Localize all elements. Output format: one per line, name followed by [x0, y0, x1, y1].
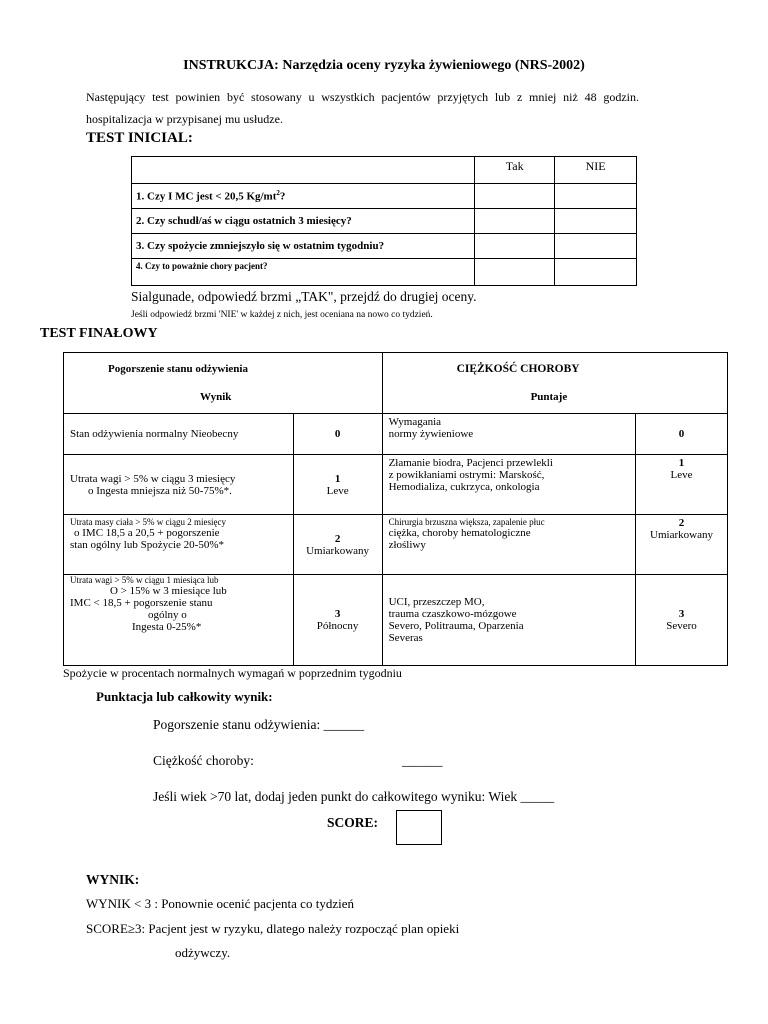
result-line-3: odżywczy. [175, 945, 231, 960]
nutrition-line: Utrata wagi > 5% w ciągu 3 miesięcy [70, 472, 236, 485]
severity-line: UCI, przeszczep MO, [388, 596, 485, 608]
test-final-heading: TEST FINAŁOWY [40, 326, 158, 341]
initial-note-yes: Sialgunade, odpowiedź brzmi „TAK", przejdź do drugiej oceny. [131, 289, 477, 304]
table-row [64, 455, 728, 515]
col-tak: Tak [475, 157, 555, 184]
intro-text: Następujący test powinien być stosowany u wszystkich pacjentów przyjętych lub z mniej niż 48 godzin. hospitalizacja w przypisanej mu usłudze. [86, 90, 639, 126]
severity-line: z powikłaniami ostrymi: Marskość, [388, 469, 545, 481]
initial-note-no: Jeśli odpowiedź brzmi 'NIE' w każdej z nich, jest oceniana na nowo co tydzień. [131, 310, 433, 320]
table-row [132, 259, 637, 286]
scoring-severity-blank[interactable]: ______ [402, 753, 443, 768]
severity-score-3 [636, 575, 728, 666]
answer-nie-3[interactable] [555, 234, 637, 259]
scoring-age-line: Jeśli wiek >70 lat, dodaj jeden punkt do całkowitego wyniku: Wiek _____ [153, 789, 555, 804]
severity-desc-0 [382, 414, 635, 455]
table-row [64, 575, 728, 666]
col-nie: NIE [555, 157, 637, 184]
question-2: 2. Czy schudł/aś w ciągu ostatnich 3 miesięcy? [132, 209, 475, 234]
severity-line: złośliwy [388, 539, 426, 551]
nutrition-score-1 [293, 455, 382, 515]
nutrition-score-0 [293, 414, 382, 455]
question-4: 4. Czy to poważnie chory pacjent? [132, 259, 475, 286]
question-1-suffix: ? [279, 190, 286, 203]
question-1-sup: 2 [276, 189, 280, 198]
nutrition-line: Ingesta 0-25%* [132, 621, 202, 633]
severity-desc-3 [382, 575, 635, 666]
result-heading: WYNIK: [86, 872, 140, 887]
nutrition-line: o IMC 18,5 a 20,5 + pogorszenie [74, 527, 220, 539]
nutrition-header [64, 353, 383, 414]
score-value: 1 [678, 457, 685, 469]
result-line-2: SCORE≥3: Pacjent jest w ryzyku, dlatego należy rozpocząć plan opieki [86, 921, 460, 936]
severity-line: Hemodializa, cukrzyca, onkologia [388, 481, 540, 493]
nutrition-desc-2 [64, 515, 294, 575]
nutrition-line: stan ogólny lub Spożycie 20-50%* [70, 539, 224, 551]
severity-header [382, 353, 727, 414]
score-value: 3 [334, 608, 341, 620]
score-value: 2 [334, 532, 341, 545]
initial-test-table [131, 156, 637, 286]
score-label: Umiarkowany [306, 544, 370, 557]
answer-nie-4[interactable] [555, 259, 637, 286]
severity-desc-2 [382, 515, 635, 575]
severity-line: trauma czaszkowo-mózgowe [388, 608, 517, 620]
score-label: Północny [316, 620, 359, 632]
score-value: 1 [334, 472, 341, 485]
question-3: 3. Czy spożycie zmniejszyło się w ostatnim tygodniu? [132, 234, 475, 259]
answer-tak-1[interactable] [475, 184, 555, 209]
question-1 [132, 184, 475, 209]
table-row [132, 209, 637, 234]
severity-desc-1 [382, 455, 635, 515]
nutrition-line-small: Utrata wagi > 5% w ciągu 1 miesiąca lub [70, 575, 219, 585]
severity-score-1 [636, 455, 728, 515]
table-row [64, 515, 728, 575]
nutrition-desc-3 [64, 575, 294, 666]
scoring-nutrition-line: Pogorszenie stanu odżywienia: ______ [153, 717, 365, 732]
severity-header-title: CIĘŻKOŚĆ CHOROBY [456, 363, 580, 375]
severity-line: Severo, Politrauma, Oparzenia [388, 620, 524, 632]
nutrition-header-title: Pogorszenie stanu odżywienia [108, 363, 248, 375]
result-line-1: WYNIK < 3 : Ponownie ocenić pacjenta co tydzień [86, 896, 354, 911]
nutrition-score-2 [293, 515, 382, 575]
nutrition-header-score: Wynik [200, 391, 232, 403]
severity-header-score: Puntaje [530, 391, 568, 403]
answer-nie-1[interactable] [555, 184, 637, 209]
answer-tak-4[interactable] [475, 259, 555, 286]
answer-tak-3[interactable] [475, 234, 555, 259]
answer-tak-2[interactable] [475, 209, 555, 234]
header-empty-cell [132, 157, 475, 184]
final-footnote: Spożycie w procentach normalnych wymagań w poprzednim tygodniu [63, 666, 402, 680]
nutrition-desc-0 [64, 414, 294, 455]
answer-nie-2[interactable] [555, 209, 637, 234]
nutrition-line: Stan odżywienia normalny Nieobecny [70, 428, 239, 440]
score-label: Leve [326, 484, 349, 497]
severity-line: normy żywieniowe [388, 428, 474, 440]
score-label: Severo [666, 620, 697, 632]
score-label: Umiarkowany [650, 529, 713, 541]
scoring-severity-label: Ciężkość choroby: [153, 753, 254, 768]
table-row [64, 414, 728, 455]
nutrition-line-small: Utrata masy ciała > 5% w ciągu 2 miesięcy [70, 517, 227, 527]
score-value: 3 [678, 608, 685, 620]
severity-line: Severas [388, 632, 423, 644]
score-value: 2 [678, 517, 685, 529]
severity-line: Wymagania [388, 416, 442, 428]
score-label: SCORE: [327, 815, 379, 830]
final-test-table [63, 352, 728, 666]
nutrition-desc-1 [64, 455, 294, 515]
table-row [132, 184, 637, 209]
severity-line-small: Chirurgia brzuszna większa, zapalenie płuc [388, 517, 545, 527]
scoring-heading: Punktacja lub całkowity wynik: [96, 689, 273, 704]
page-title: INSTRUKCJA: Narzędzia oceny ryzyka żywieniowego (NRS-2002) [183, 58, 585, 73]
score-value: 0 [678, 428, 685, 440]
nutrition-line: o Ingesta mniejsza niż 50-75%*. [88, 484, 232, 497]
test-initial-heading: TEST INICIAL: [86, 130, 193, 146]
severity-line: Złamanie biodra, Pacjenci przewlekli [388, 457, 553, 469]
score-label: Leve [670, 469, 693, 481]
question-1-text: 1. Czy I MC jest < 20,5 Kg/mt [136, 190, 277, 203]
nutrition-line: IMC < 18,5 + pogorszenie stanu [70, 597, 213, 609]
severity-score-2 [636, 515, 728, 575]
table-row [132, 234, 637, 259]
score-value: 0 [334, 428, 341, 440]
table-row [64, 353, 728, 414]
nutrition-line: ogólny o [148, 609, 187, 621]
nutrition-score-3 [293, 575, 382, 666]
severity-score-0 [636, 414, 728, 455]
score-box[interactable] [396, 810, 442, 845]
table-row [132, 157, 637, 184]
nutrition-line: O > 15% w 3 miesiące lub [110, 585, 227, 597]
severity-line: ciężka, choroby hematologiczne [388, 527, 531, 539]
